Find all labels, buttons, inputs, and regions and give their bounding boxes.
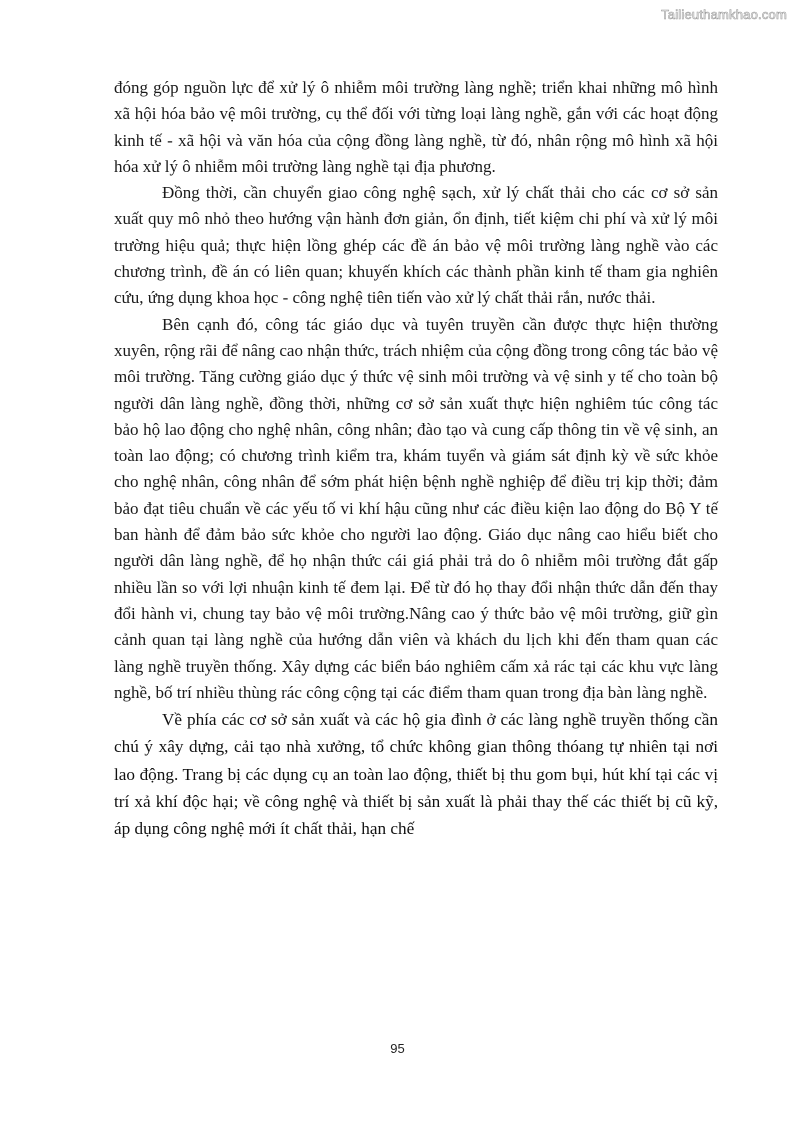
paragraph-3: Bên cạnh đó, công tác giáo dục và tuyên truyền cần được thực hiện thường xuyên, rộng rãi để nâng cao nhận thức, trách nhiệm của cộng đồng trong công tác bảo vệ môi trường. Tăng cường giáo dục ý thức vệ sinh môi trường và vệ sinh y tế cho toàn bộ người dân làng nghề, đồng thời, những cơ sở sản xuất thực hiện nghiêm túc công tác bảo hộ lao động cho nghệ nhân, công nhân; đào tạo và cung cấp thông tin về vệ sinh, an toàn lao động; có chương trình kiểm tra, khám tuyển và giám sát định kỳ về sức khỏe cho nghệ nhân, công nhân để sớm phát hiện bệnh nghề nghiệp để điều trị kịp thời; đảm bảo đạt tiêu chuẩn về các yếu tố vi khí hậu cũng như các điều kiện lao động do Bộ Y tế ban hành để đảm bảo sức khỏe cho người lao động. Giáo dục nâng cao hiểu biết cho người dân làng nghề, để họ nhận thức cái giá phải trả do ô nhiễm môi trường đắt gấp nhiều lần so với lợi nhuận kinh tế đem lại. Để từ đó họ thay đổi nhận thức dẫn đến thay đổi hành vi, chung tay bảo vệ môi trường.Nâng cao ý thức bảo vệ môi trường, giữ gìn cảnh quan tại làng nghề của hướng dẫn viên và khách du lịch khi đến tham quan các làng nghề truyền thống. Xây dựng các biển báo nghiêm cấm xả rác tại các khu vực làng nghề, bố trí nhiều thùng rác công cộng tại các điểm tham quan trong địa bàn làng nghề. (114, 314, 718, 702)
watermark-text: Tailieuthamkhao.com (661, 7, 787, 22)
paragraph-4: Về phía các cơ sở sản xuất và các hộ gia đình ở các làng nghề truyền thống cần chú ý xây dựng, cải tạo nhà xưởng, tổ chức không gian thông thóang tự nhiên tại nơi lao động. Trang bị các dụng cụ an toàn lao động, thiết bị thu gom bụi, hút khí tại các vị trí xả khí độc hại; về công nghệ và thiết bị sản xuất là phải thay thế các thiết bị cũ kỹ, áp dụng công nghệ mới ít chất thải, hạn chế (114, 710, 718, 838)
paragraph-1: đóng góp nguồn lực để xử lý ô nhiễm môi trường làng nghề; triển khai những mô hình xã hội hóa bảo vệ môi trường, cụ thể đối với từng loại làng nghề, gắn với các hoạt động kinh tế - xã hội và văn hóa của cộng đồng làng nghề, từ đó, nhân rộng mô hình xã hội hóa xử lý ô nhiễm môi trường làng nghề tại địa phương. (114, 78, 718, 176)
page-number: 95 (390, 1041, 405, 1056)
paragraph-2: Đồng thời, cần chuyển giao công nghệ sạch, xử lý chất thải cho các cơ sở sản xuất quy mô nhỏ theo hướng vận hành đơn giản, ổn định, tiết kiệm chi phí và xử lý môi trường hiệu quả; thực hiện lồng ghép các đề án bảo vệ môi trường làng nghề vào các chương trình, đề án có liên quan; khuyến khích các thành phần kinh tế tham gia nghiên cứu, ứng dụng khoa học - công nghệ tiên tiến vào xử lý chất thải rắn, nước thải. (114, 183, 718, 308)
document-body (114, 75, 718, 842)
